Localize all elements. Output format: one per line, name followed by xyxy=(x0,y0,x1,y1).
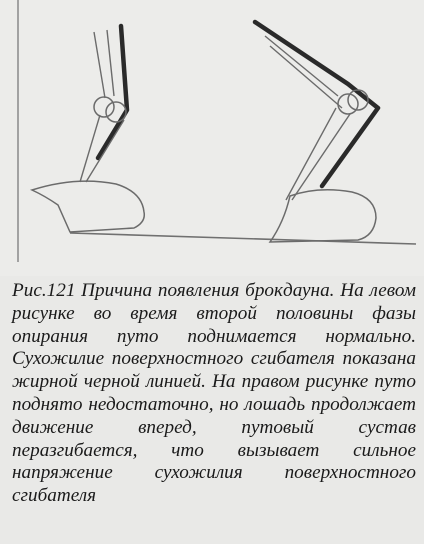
left-leg-diagram xyxy=(32,26,144,232)
left-cannon-front-line xyxy=(94,32,105,98)
left-fetlock-circle-1 xyxy=(94,97,114,117)
right-hoof-outline xyxy=(270,190,376,242)
left-hoof-outline xyxy=(32,181,144,232)
right-pastern-front xyxy=(286,108,336,200)
right-leg-diagram xyxy=(255,22,378,242)
left-cannon-back-line xyxy=(107,30,114,96)
left-fetlock-circle-2 xyxy=(106,102,126,122)
right-cannon-front-line xyxy=(265,36,338,96)
left-pastern-back xyxy=(86,120,124,182)
right-tendon-line xyxy=(255,22,378,186)
figure-caption: Рис.121 Причина появления брокдауна. На левом рисунке во время второй половины фазы опирания путо поднимается нормально. Сухожилие поверхностного сгибателя показана жирной черной линией. На правом рисунке путо поднято недостаточно, но лошадь продолжает движение вперед, путовый сустав перазгибается, что вызывает сильное напряжение сухожилия поверхностного сгибателя xyxy=(12,280,416,507)
left-pastern-front xyxy=(80,115,100,182)
